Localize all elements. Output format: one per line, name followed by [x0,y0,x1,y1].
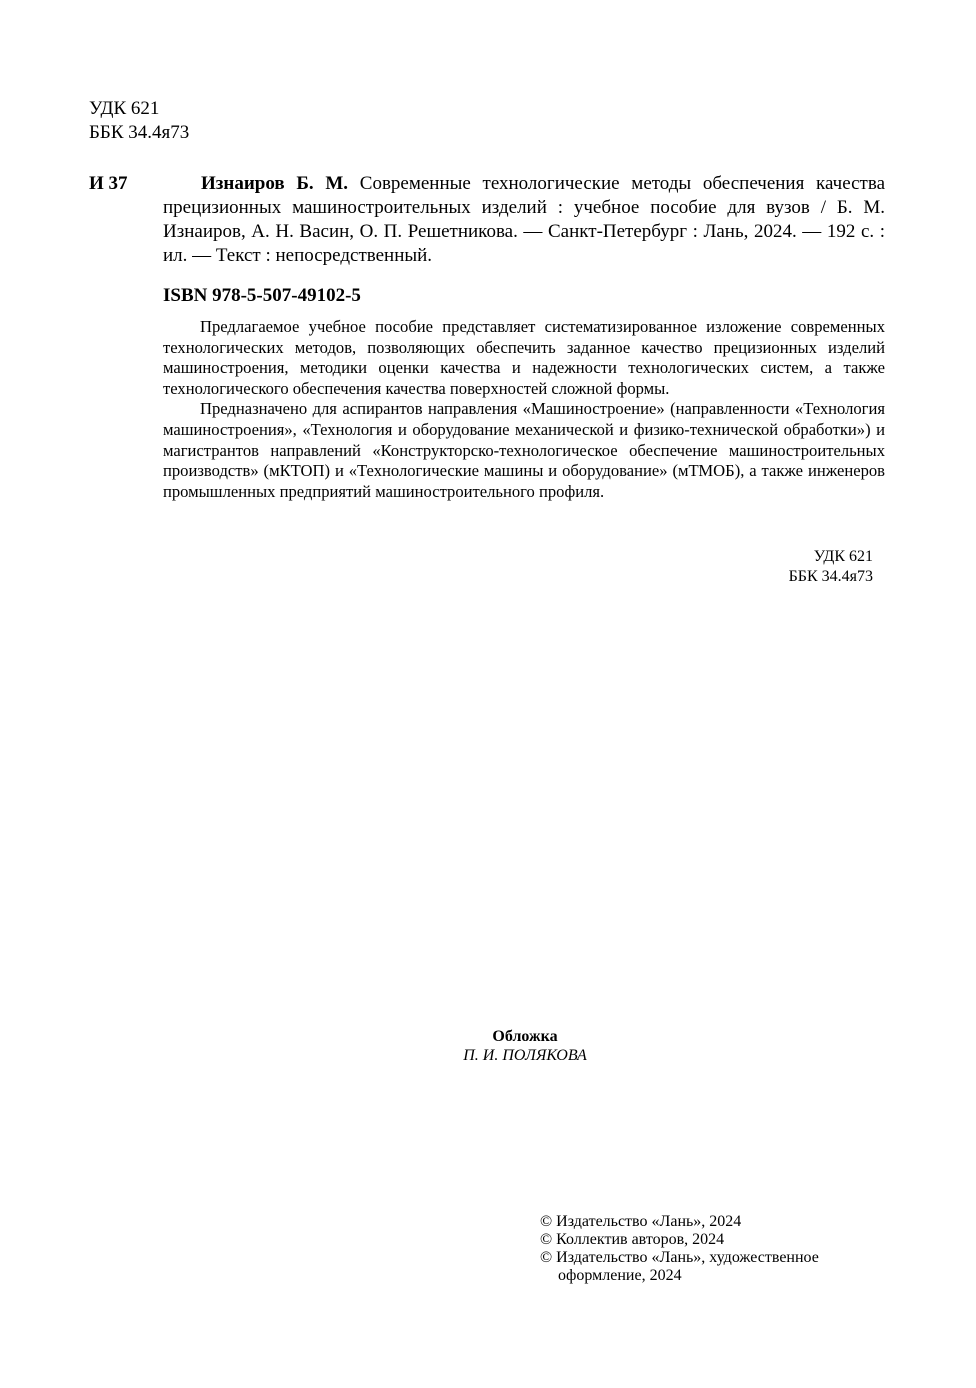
cover-credit [420,1027,630,1065]
classification-block-right [700,547,873,587]
bibliographic-entry [163,172,885,268]
copyright-line-continuation: оформление, 2024 [558,1267,682,1284]
copyright-line: © Издательство «Лань», художественное [540,1249,819,1266]
copyright-block [540,1213,870,1285]
abstract-paragraph: Предназначено для аспирантов направления «Машиностроение» (направленности «Технология машиностроения», «Технология и оборудование механической и физико-технической обработки») и магистрантов направлений «Конструкторско-технологическое обеспечение машиностроительных производств» (мКТОП) и «Технологические машины и оборудование» (мТМОБ), а также инженеров промышленных предприятий машиностроительного профиля. [163,399,885,501]
isbn: ISBN 978-5-507-49102-5 [163,285,361,306]
abstract [163,317,885,502]
bbk-code-right: ББК 34.4я73 [788,568,873,585]
cover-label: Обложка [492,1028,558,1045]
copyright-line: © Коллектив авторов, 2024 [540,1231,725,1248]
bbk-code: ББК 34.4я73 [89,122,190,143]
cover-designer: П. И. ПОЛЯКОВА [463,1047,587,1064]
author-sign: И 37 [89,173,128,194]
entry-author: Изнаиров Б. М. [201,173,349,194]
copyright-line: © Издательство «Лань», 2024 [540,1213,742,1230]
udk-code: УДК 621 [89,98,160,119]
classification-block [89,97,189,145]
udk-code-right: УДК 621 [813,548,873,565]
abstract-paragraph: Предлагаемое учебное пособие представляет систематизированное изложение современных технологических методов, позволяющих обеспечить заданное качество прецизионных изделий машиностроения, методики оценки качества и надежности технологических систем, а также технологического обеспечения качества поверхностей сложной формы. [163,317,885,398]
entry-description: Современные технологические методы обеспечения качества прецизионных машиностроительных изделий : учебное пособие для вузов / Б. М. Изнаиров, А. Н. Васин, О. П. Решетникова. — Санкт-Петербург : Лань, 2024. — 192 с. : ил. — Текст : непосредственный. [163,173,886,266]
